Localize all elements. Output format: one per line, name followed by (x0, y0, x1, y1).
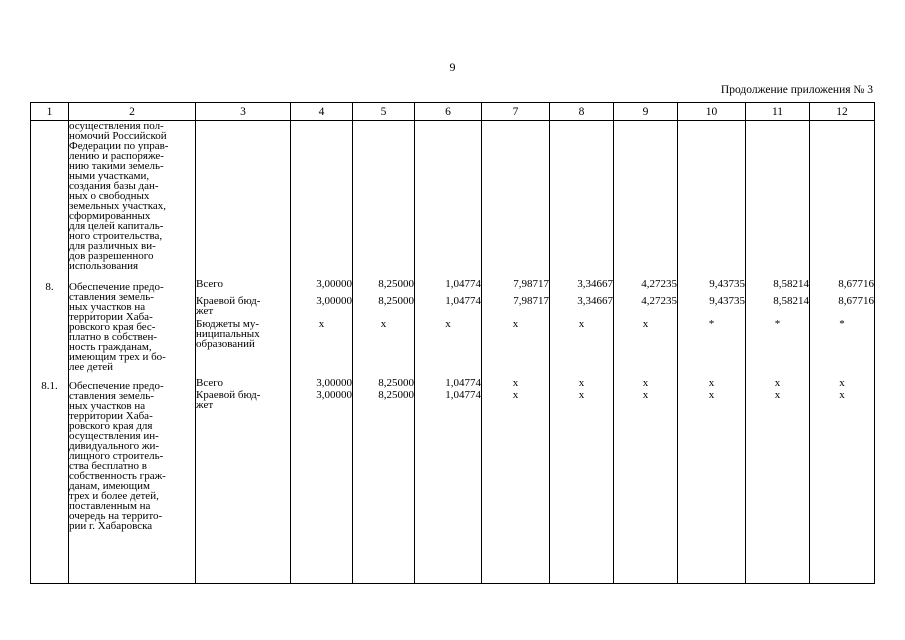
row-description: Обеспечение предо- ставления земель- ных участков на территории Хаба- ровского края для осуществления ин- дивидуального жи- лищного строитель- ства бесплатно в собственность граж- данам, имеющим трех и более детей, поставленным на очередь на террито- рии г. Хабаровска (69, 378, 196, 584)
value: 1,04774 (445, 295, 481, 307)
source-name: Всего (196, 377, 223, 389)
appendix-continuation-label: Продолжение приложения № 3 (720, 84, 873, 96)
value: * (839, 318, 845, 330)
value: 1,04774 (445, 278, 481, 290)
value-cell (746, 279, 810, 378)
column-header: 6 (415, 103, 482, 121)
row-number: 8.1. (31, 378, 69, 584)
value: 8,25000 (378, 389, 414, 401)
value: 3,00000 (316, 377, 352, 389)
value: x (512, 377, 519, 389)
value-cell (678, 279, 746, 378)
column-header: 4 (291, 103, 353, 121)
value-cell (550, 279, 614, 378)
value-cell (482, 378, 550, 584)
value-cell (746, 378, 810, 584)
value: 4,27235 (641, 278, 677, 290)
value: * (774, 318, 781, 330)
value-cell (614, 378, 678, 584)
value-cell (353, 279, 415, 378)
value: 3,00000 (316, 389, 352, 401)
value: 8,25000 (378, 278, 414, 290)
table-row-continuation (31, 121, 875, 280)
value: 9,43735 (709, 278, 745, 290)
value: x (380, 318, 387, 330)
value: x (445, 318, 451, 330)
value: 1,04774 (445, 389, 481, 401)
column-header: 11 (746, 103, 810, 121)
value: x (578, 377, 585, 389)
value: 1,04774 (445, 377, 481, 389)
value: 3,00000 (316, 295, 352, 307)
value: 8,25000 (378, 377, 414, 389)
value-cell (810, 378, 875, 584)
value: x (512, 389, 519, 401)
column-header: 1 (31, 103, 69, 121)
value: x (774, 389, 781, 401)
value: x (578, 389, 585, 401)
value: 7,98717 (513, 278, 549, 290)
budget-table (30, 102, 875, 584)
value: 8,25000 (378, 295, 414, 307)
value: 9,43735 (709, 295, 745, 307)
value: 8,67716 (838, 295, 874, 307)
column-header: 2 (69, 103, 196, 121)
value: x (839, 377, 845, 389)
column-header: 9 (614, 103, 678, 121)
row-number: 8. (31, 279, 69, 378)
value-cell (550, 378, 614, 584)
value: x (708, 377, 715, 389)
value: 3,34667 (577, 278, 613, 290)
source-cell (196, 378, 291, 584)
source-cell (196, 279, 291, 378)
value: x (642, 377, 649, 389)
value: x (774, 377, 781, 389)
value: 3,00000 (316, 278, 352, 290)
value: x (512, 318, 519, 330)
column-header: 8 (550, 103, 614, 121)
value-cell (614, 279, 678, 378)
column-header: 10 (678, 103, 746, 121)
value: 3,34667 (577, 295, 613, 307)
column-header: 12 (810, 103, 875, 121)
value-cell (291, 279, 353, 378)
value-cell (678, 378, 746, 584)
value-cell (415, 279, 482, 378)
value-cell (810, 279, 875, 378)
source-name: Бюджеты му- ниципальных образований (196, 318, 260, 350)
source-name: Краевой бюд- жет (196, 295, 261, 317)
value: x (839, 389, 845, 401)
value: x (578, 318, 585, 330)
value: x (318, 318, 325, 330)
value: 7,98717 (513, 295, 549, 307)
table-header-row (31, 103, 875, 121)
value: x (642, 318, 649, 330)
page-number: 9 (449, 60, 456, 74)
source-name: Всего (196, 278, 223, 290)
value: 4,27235 (641, 295, 677, 307)
table-row (31, 378, 875, 584)
continued-description: осуществления пол- номочий Российской Федерации по управ- лению и распоряже- нию такими земель- ными участками, создания базы дан- ных о свободных земельных участках, сформированных для целей капиталь- ного строительства, для различных ви- дов разрешенного использования (69, 121, 196, 280)
value: 8,67716 (838, 278, 874, 290)
value: x (642, 389, 649, 401)
row-description: Обеспечение предо- ставления земель- ных участков на территории Хаба- ровского края бес- платно в собствен- ность гражданам, имеющим трех и бо- лее детей (69, 279, 196, 378)
table-row (31, 279, 875, 378)
value-cell (291, 378, 353, 584)
value-cell (353, 378, 415, 584)
value-cell (415, 378, 482, 584)
value: x (708, 389, 715, 401)
column-header: 5 (353, 103, 415, 121)
value: * (708, 318, 715, 330)
source-name: Краевой бюд- жет (196, 389, 261, 411)
column-header: 7 (482, 103, 550, 121)
value: 8,58214 (773, 295, 809, 307)
value-cell (482, 279, 550, 378)
value: 8,58214 (773, 278, 809, 290)
column-header: 3 (196, 103, 291, 121)
